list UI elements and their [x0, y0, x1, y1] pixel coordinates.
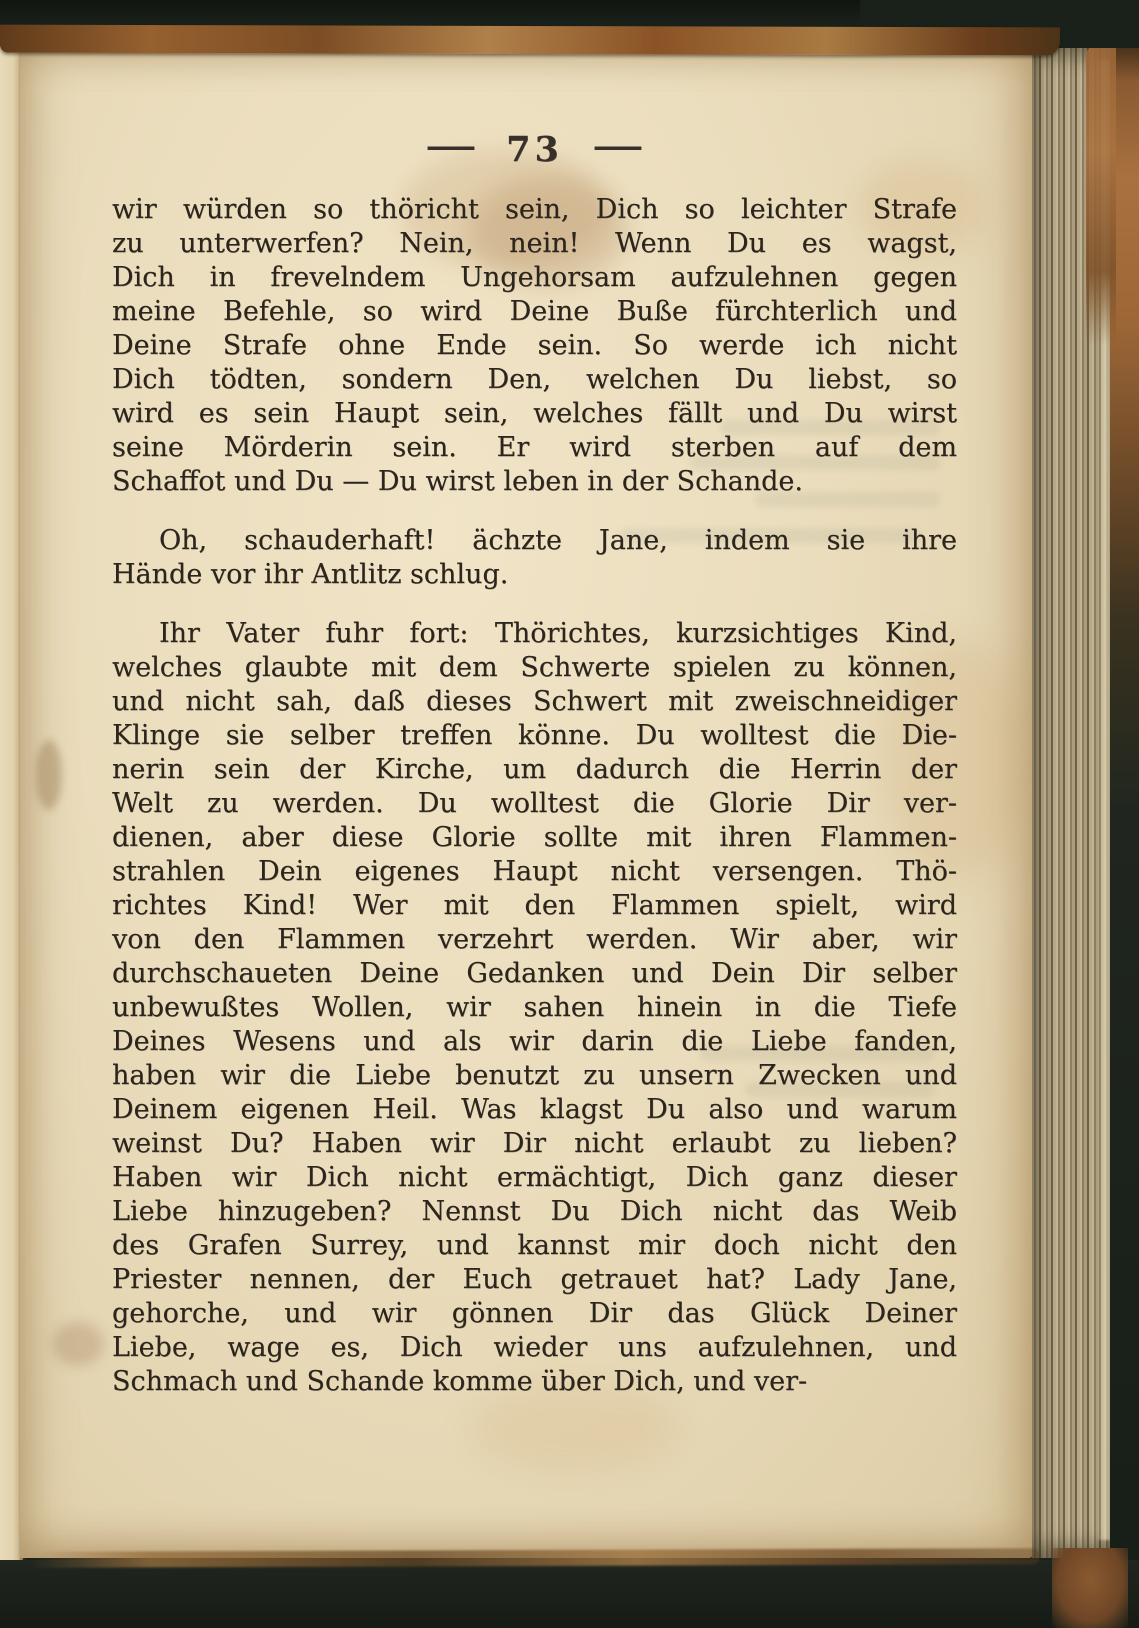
text-line: unbewußtes Wollen, wir sahen hinein in die Tiefe [112, 992, 957, 1023]
text-line: Welt zu werden. Du wolltest die Glorie Dir ver- [112, 788, 957, 819]
text-line: Oh, schauderhaft! ächzte Jane, indem sie ihre [159, 525, 957, 556]
text-line: Schmach und Schande komme über Dich, und ver- [112, 1366, 808, 1397]
text-line: Deinem eigenen Heil. Was klagst Du also und warum [112, 1094, 957, 1125]
text-line: welches glaubte mit dem Schwerte spielen zu können, [112, 652, 957, 683]
book-cover-bottom [0, 1560, 1139, 1628]
text-line: Haben wir Dich nicht ermächtigt, Dich ganz dieser [112, 1162, 957, 1193]
text-line: strahlen Dein eigenes Haupt nicht versengen. Thö- [112, 856, 957, 887]
text-line: durchschaueten Deine Gedanken und Dein Dir selber [112, 958, 957, 989]
text-line: Liebe hinzugeben? Nennst Du Dich nicht das Weib [112, 1196, 957, 1227]
text-line: wird es sein Haupt sein, welches fällt und Du wirst [112, 398, 957, 429]
text-line: seine Mörderin sein. Er wird sterben auf dem [112, 432, 957, 463]
text-line: von den Flammen verzehrt werden. Wir aber, wir [112, 924, 957, 955]
text-line: richtes Kind! Wer mit den Flammen spielt, wird [112, 890, 957, 921]
text-line: Dich in frevelndem Ungehorsam aufzulehnen gegen [112, 262, 957, 293]
text-line: meine Befehle, so wird Deine Buße fürchterlich und [112, 296, 957, 327]
text-line: Deines Wesens und als wir darin die Liebe fanden, [112, 1026, 957, 1057]
text-line: gehorche, und wir gönnen Dir das Glück Deiner [112, 1298, 957, 1329]
text-line: und nicht sah, daß dieses Schwert mit zweischneidiger [112, 686, 957, 717]
text-line: des Grafen Surrey, und kannst mir doch nicht den [112, 1230, 957, 1261]
text-line: zu unterwerfen? Nein, nein! Wenn Du es wagst, [112, 228, 957, 259]
page-header [112, 126, 957, 172]
paragraph [112, 617, 957, 1399]
text-line: wir würden so thöricht sein, Dich so leichter Strafe [112, 194, 957, 225]
text-line: Klinge sie selber treffen könne. Du wolltest die Die- [112, 720, 957, 751]
text-line: weinst Du? Haben wir Dir nicht erlaubt zu lieben? [112, 1128, 957, 1159]
text-line: Deine Strafe ohne Ende sein. So werde ich nicht [112, 330, 957, 361]
text-line: haben wir die Liebe benutzt zu unsern Zwecken und [112, 1060, 957, 1091]
page-text [112, 193, 957, 1399]
leather-corner-bottom [1052, 1548, 1128, 1628]
text-line: dienen, aber diese Glorie sollte mit ihren Flammen- [112, 822, 957, 853]
text-line: Liebe, wage es, Dich wieder uns aufzulehnen, und [112, 1332, 957, 1363]
text-line: Priester nennen, der Euch getrauet hat? Lady Jane, [112, 1264, 957, 1295]
paragraph [112, 524, 957, 592]
page-number: 73 [506, 128, 563, 170]
header-rule-right: — [591, 128, 645, 164]
text-line: Hände vor ihr Antlitz schlug. [112, 559, 509, 590]
cover-edge-top [0, 25, 1060, 56]
text-line: Schaffot und Du — Du wirst leben in der Schande. [112, 466, 803, 497]
paragraph [112, 193, 957, 499]
header-rule-left: — [424, 128, 478, 164]
text-line: Dich tödten, sondern Den, welchen Du liebst, so [112, 364, 957, 395]
text-line: nerin sein der Kirche, um dadurch die Herrin der [112, 754, 957, 785]
leather-corner [1086, 46, 1116, 346]
text-line: Ihr Vater fuhr fort: Thörichtes, kurzsichtiges Kind, [159, 618, 957, 649]
